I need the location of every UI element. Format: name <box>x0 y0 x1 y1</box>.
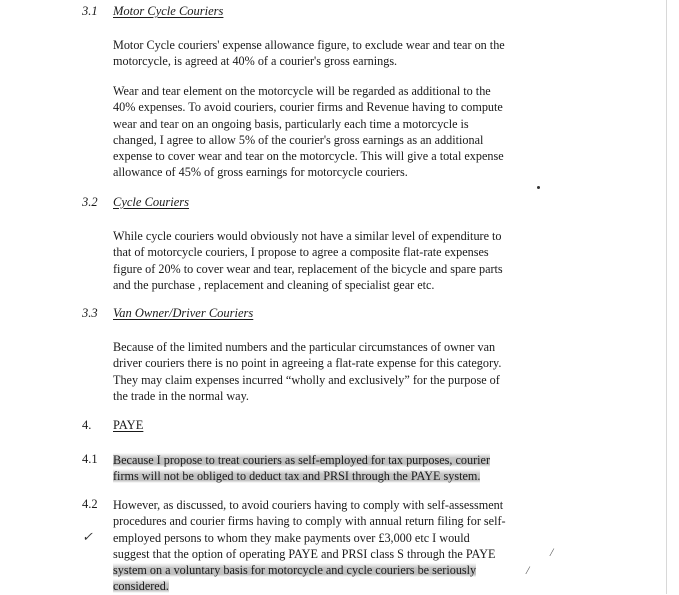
highlighted-text: system on a voluntary basis for motorcycle and cycle couriers be seriously <box>113 563 477 578</box>
paragraph-highlighted <box>113 452 553 485</box>
section-number: 3.3 <box>82 306 98 320</box>
pen-stroke-icon: / <box>550 545 554 559</box>
text-line: procedures and courier firms having to comply with annual return filing for self- <box>113 514 506 529</box>
paragraph <box>113 497 553 595</box>
text-line: 40% expenses. To avoid couriers, courier firms and Revenue having to compute <box>113 100 503 115</box>
text-line: allowance of 45% of gross earnings for motorcycle couriers. <box>113 165 408 180</box>
section-number: 4.1 <box>82 452 98 466</box>
section-heading: Van Owner/Driver Couriers <box>113 306 254 320</box>
paragraph <box>113 37 553 70</box>
text-line: employed persons to whom they make payments over £3,000 etc I would <box>113 530 470 545</box>
ink-dot <box>537 186 540 189</box>
text-line: suggest that the option of operating PAYE and PRSI class S through the PAYE <box>113 546 496 561</box>
text-line <box>113 452 553 468</box>
section-number: 3.1 <box>82 4 98 18</box>
text-line: Wear and tear element on the motorcycle will be regarded as additional to the <box>113 84 491 98</box>
text-line: wear and tear on an ongoing basis, particularly each time a motorcycle is <box>113 116 469 131</box>
text-line: Motor Cycle couriers' expense allowance figure, to exclude wear and tear on the <box>113 38 505 52</box>
highlighted-text: firms will not be obliged to deduct tax and PRSI through the PAYE system. <box>113 469 481 484</box>
paragraph <box>113 339 553 404</box>
text-line: expense to cover wear and tear on the motorcycle. This will give a total expense <box>113 149 504 164</box>
text-line: However, as discussed, to avoid couriers having to comply with self-assessment <box>113 498 504 512</box>
text-line: changed, I agree to allow 5% of the courier's gross earnings as an additional <box>113 132 484 147</box>
highlighted-text: considered. <box>113 579 169 594</box>
text-line: the trade in the normal way. <box>113 388 249 403</box>
section-heading: PAYE <box>113 418 144 432</box>
section-number: 4.2 <box>82 497 98 511</box>
text-line: and the purchase , replacement and cleaning of specialist gear etc. <box>113 277 435 292</box>
text-line: figure of 20% to cover wear and tear, replacement of the bicycle and spare parts <box>113 261 503 276</box>
section-heading: Motor Cycle Couriers <box>113 4 224 18</box>
section-number: 3.2 <box>82 195 98 209</box>
highlighted-text: Because I propose to treat couriers as self-employed for tax purposes, courier <box>113 453 490 467</box>
section-number: 4. <box>82 418 92 432</box>
text-line: motorcycle, is agreed at 40% of a courier's gross earnings. <box>113 54 398 69</box>
paragraph <box>113 83 553 181</box>
text-line: that of motorcycle couriers, I propose to agree a composite flat-rate expenses <box>113 245 489 260</box>
checkmark-icon: ✓ <box>82 529 93 544</box>
text-line: driver couriers there is no point in agreeing a flat-rate expense for this category. <box>113 356 502 371</box>
text-line: Because of the limited numbers and the particular circumstances of owner van <box>113 340 496 354</box>
text-line: While cycle couriers would obviously not have a similar level of expenditure to <box>113 229 502 243</box>
text-line <box>113 562 553 578</box>
section-heading: Cycle Couriers <box>113 195 190 209</box>
paragraph <box>113 228 553 293</box>
pen-stroke-icon: / <box>526 563 530 577</box>
text-line: They may claim expenses incurred “wholly and exclusively” for the purpose of <box>113 372 500 387</box>
text-line <box>113 468 553 484</box>
text-line <box>113 578 553 594</box>
